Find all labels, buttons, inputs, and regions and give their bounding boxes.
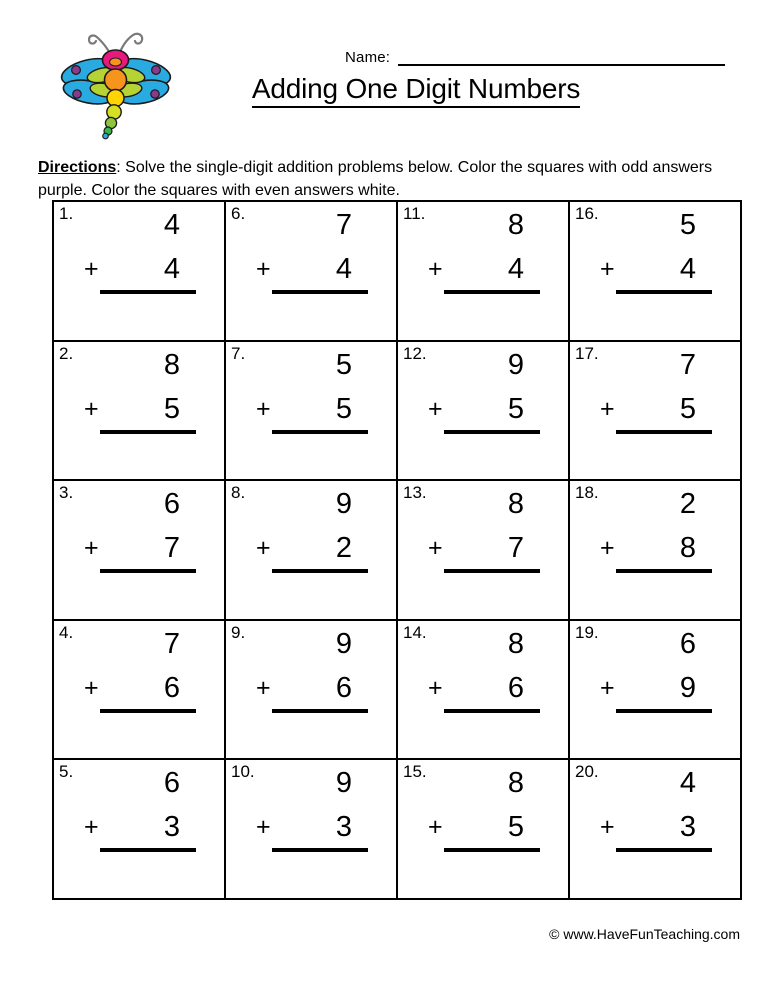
plus-operator: + [428, 255, 443, 283]
plus-operator: + [600, 394, 615, 423]
problem-number: 10. [231, 762, 255, 782]
addition-problem [426, 487, 546, 607]
problem-number: 15. [403, 762, 427, 782]
problem-cell[interactable] [54, 621, 226, 761]
problem-number: 19. [575, 622, 599, 642]
addend-bottom: 3 [163, 811, 180, 844]
problem-number: 4. [59, 622, 74, 642]
answer-rule [100, 430, 196, 434]
problem-grid [52, 200, 742, 900]
answer-rule [272, 290, 368, 294]
addition-problem [254, 208, 374, 328]
problem-cell[interactable] [398, 342, 570, 482]
addition-problem [426, 766, 546, 886]
problem-cell[interactable] [570, 342, 742, 482]
addend-bottom: 4 [679, 253, 696, 285]
addend-bottom: 7 [163, 532, 180, 565]
problem-cell[interactable] [226, 481, 398, 621]
name-field-row [345, 44, 725, 66]
plus-operator: + [256, 673, 271, 702]
plus-operator: + [428, 813, 443, 842]
answer-rule [616, 430, 712, 434]
addend-top: 9 [507, 348, 524, 381]
addend-bottom: 4 [507, 253, 524, 285]
problem-cell[interactable] [226, 621, 398, 761]
addend-bottom: 3 [679, 811, 696, 844]
plus-operator: + [256, 394, 271, 423]
answer-rule [444, 430, 540, 434]
addend-bottom: 8 [679, 532, 696, 565]
problem-cell[interactable] [398, 621, 570, 761]
problem-number: 12. [403, 343, 427, 363]
addition-problem [82, 487, 202, 607]
page-title-text: Adding One Digit Numbers [252, 73, 580, 108]
problem-number: 20. [575, 762, 599, 782]
problem-cell[interactable] [398, 481, 570, 621]
plus-operator: + [600, 673, 615, 702]
addend-bottom: 5 [163, 392, 180, 425]
problem-number: 11. [403, 204, 426, 223]
plus-operator: + [84, 813, 99, 842]
addend-top: 7 [335, 209, 352, 241]
answer-rule [272, 709, 368, 713]
addition-problem [254, 627, 374, 747]
directions-text: : Solve the single-digit addition problems below. Color the squares with odd answers purple. Color the squares with even answers white. [38, 159, 713, 199]
name-label: Name: [345, 49, 391, 66]
addend-top: 4 [163, 209, 180, 241]
answer-rule [444, 569, 540, 573]
addition-problem [82, 208, 202, 328]
problem-number: 8. [231, 483, 246, 503]
addition-problem [426, 348, 546, 468]
addition-problem [598, 627, 718, 747]
problem-number: 6. [231, 204, 246, 223]
addend-top: 9 [335, 767, 352, 800]
addend-bottom: 4 [163, 253, 180, 285]
addend-bottom: 6 [335, 671, 352, 704]
problem-number: 18. [575, 483, 599, 503]
addition-problem [598, 487, 718, 607]
answer-rule [616, 569, 712, 573]
plus-operator: + [84, 255, 99, 283]
problem-number: 13. [403, 483, 427, 503]
plus-operator: + [84, 673, 99, 702]
directions-paragraph [38, 156, 738, 202]
page-title [216, 72, 616, 106]
addition-problem [598, 348, 718, 468]
problem-cell[interactable] [226, 342, 398, 482]
problem-number: 17. [575, 343, 599, 363]
addend-bottom: 7 [507, 532, 524, 565]
addend-top: 6 [163, 767, 180, 800]
answer-rule [100, 569, 196, 573]
addition-problem [254, 348, 374, 468]
addend-top: 4 [679, 767, 696, 800]
answer-rule [100, 709, 196, 713]
problem-number: 3. [59, 483, 74, 503]
problem-cell[interactable] [570, 621, 742, 761]
addition-problem [598, 208, 718, 328]
addend-top: 2 [679, 488, 696, 521]
plus-operator: + [256, 813, 271, 842]
problem-number: 14. [403, 622, 427, 642]
problem-cell[interactable] [226, 760, 398, 900]
problem-cell[interactable] [54, 202, 226, 342]
plus-operator: + [600, 534, 615, 563]
problem-cell[interactable] [54, 760, 226, 900]
answer-rule [616, 709, 712, 713]
dragonfly-icon [58, 28, 174, 140]
addend-top: 8 [507, 488, 524, 521]
addend-top: 7 [679, 348, 696, 381]
addend-bottom: 3 [335, 811, 352, 844]
answer-rule [272, 848, 368, 852]
problem-number: 16. [575, 204, 599, 223]
problem-number: 2. [59, 343, 74, 363]
addend-top: 8 [507, 627, 524, 660]
addend-top: 7 [163, 627, 180, 660]
addend-top: 8 [163, 348, 180, 381]
answer-rule [100, 290, 196, 294]
plus-operator: + [256, 534, 271, 563]
addition-problem [254, 487, 374, 607]
answer-rule [272, 430, 368, 434]
addend-bottom: 9 [679, 671, 696, 704]
name-input[interactable] [398, 49, 725, 66]
addend-top: 6 [679, 627, 696, 660]
addend-top: 8 [507, 767, 524, 800]
plus-operator: + [84, 534, 99, 563]
addend-top: 5 [679, 209, 696, 241]
problem-cell[interactable] [54, 481, 226, 621]
addend-top: 8 [507, 209, 524, 241]
answer-rule [616, 848, 712, 852]
addition-problem [82, 627, 202, 747]
answer-rule [272, 569, 368, 573]
addend-bottom: 5 [679, 392, 696, 425]
problem-cell[interactable] [398, 760, 570, 900]
plus-operator: + [600, 255, 615, 283]
plus-operator: + [256, 255, 271, 283]
addend-bottom: 4 [335, 253, 352, 285]
answer-rule [616, 290, 712, 294]
addend-top: 9 [335, 627, 352, 660]
directions-label: Directions [38, 159, 117, 176]
answer-rule [444, 709, 540, 713]
problem-number: 9. [231, 622, 246, 642]
addend-bottom: 2 [335, 532, 352, 565]
addend-bottom: 5 [507, 811, 524, 844]
worksheet-header [0, 0, 772, 135]
addition-problem [426, 208, 546, 328]
plus-operator: + [84, 394, 99, 423]
answer-rule [444, 848, 540, 852]
problem-cell[interactable] [570, 760, 742, 900]
problem-cell[interactable] [226, 202, 398, 342]
problem-number: 1. [59, 204, 74, 223]
answer-rule [444, 290, 540, 294]
problem-number: 5. [59, 762, 74, 782]
addend-bottom: 5 [507, 392, 524, 425]
problem-number: 7. [231, 343, 246, 363]
addend-bottom: 6 [163, 671, 180, 704]
addend-bottom: 6 [507, 671, 524, 704]
problem-cell[interactable] [570, 481, 742, 621]
addend-top: 6 [163, 488, 180, 521]
problem-cell[interactable] [54, 342, 226, 482]
addition-problem [254, 766, 374, 886]
plus-operator: + [600, 813, 615, 842]
plus-operator: + [428, 394, 443, 423]
addition-problem [598, 766, 718, 886]
plus-operator: + [428, 673, 443, 702]
addend-top: 5 [335, 348, 352, 381]
addition-problem [82, 766, 202, 886]
problem-cell[interactable] [570, 202, 742, 342]
problem-cell[interactable] [398, 202, 570, 342]
footer-copyright: © www.HaveFunTeaching.com [549, 926, 740, 942]
addition-problem [426, 627, 546, 747]
addend-top: 9 [335, 488, 352, 521]
answer-rule [100, 848, 196, 852]
plus-operator: + [428, 534, 443, 563]
addition-problem [82, 348, 202, 468]
addend-bottom: 5 [335, 392, 352, 425]
